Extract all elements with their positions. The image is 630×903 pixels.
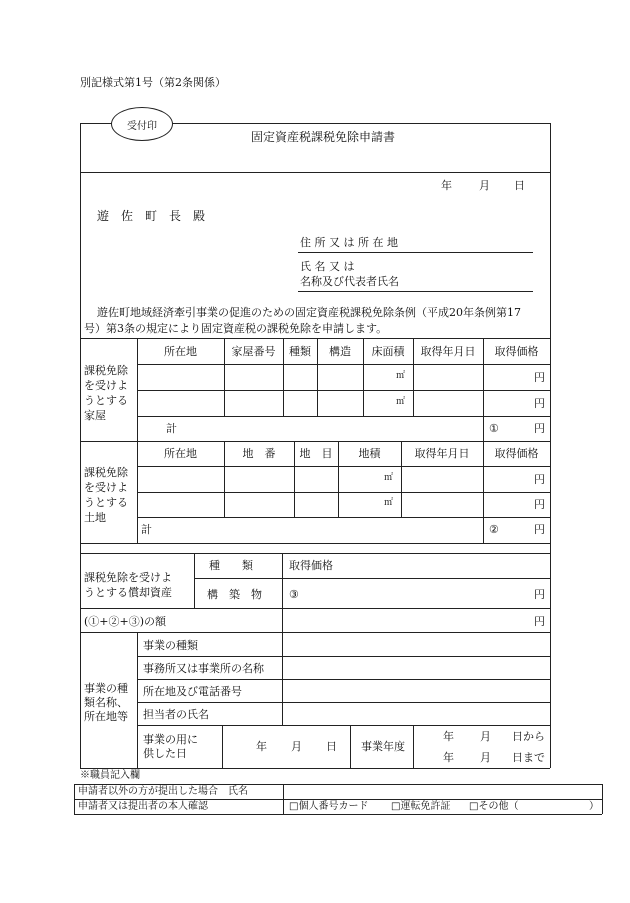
house-header-price: 取得価格 <box>494 345 539 358</box>
id-option-mynumber[interactable]: □個人番号カード <box>289 801 369 812</box>
business-date-label: 事業の用に 供した日 <box>143 733 198 760</box>
date-day: 日 <box>514 179 525 192</box>
staff-heading: ※職員記入欄 <box>80 770 140 781</box>
id-option-license[interactable]: □運転免許証 <box>391 801 451 812</box>
depreciable-kind-label: 種 類 <box>209 559 253 572</box>
house-header-structure: 構造 <box>329 345 351 358</box>
depreciable-label: 課税免除を受けよ うとする償却資産 <box>84 571 172 599</box>
business-field-kind: 事業の種類 <box>143 639 198 652</box>
house-header-location: 所在地 <box>164 345 197 358</box>
land-area-unit-2: ㎡ <box>384 498 394 508</box>
land-area-unit-1: ㎡ <box>384 473 394 483</box>
fiscal-from-month: 月 <box>480 730 491 743</box>
land-total-mark: ② <box>489 523 499 536</box>
sum-label: (①+②+③)の額 <box>84 615 167 628</box>
land-yen-2: 円 <box>534 498 545 511</box>
business-date-day: 日 <box>326 740 337 753</box>
address-label: 住 所 又 は 所 在 地 <box>300 236 398 249</box>
house-yen-2: 円 <box>534 397 545 410</box>
business-field-contact: 担当者の氏名 <box>143 708 209 721</box>
date-month: 月 <box>479 179 490 192</box>
body-text-line-2: 号）第3条の規定により固定資産税の課税免除を申請します。 <box>84 322 388 335</box>
fiscal-from-year: 年 <box>443 730 454 743</box>
land-header-area: 地積 <box>358 447 381 460</box>
sum-yen: 円 <box>534 615 545 628</box>
stamp-label: 受付印 <box>127 120 157 132</box>
addressee: 遊 佐 町 長 殿 <box>97 209 206 223</box>
page-title: 固定資産税課税免除申請書 <box>251 130 396 144</box>
house-header-number: 家屋番号 <box>231 345 276 358</box>
name-label-2: 名称及び代表者氏名 <box>300 275 399 288</box>
fiscal-from-suffix: 日から <box>512 730 545 743</box>
name-line[interactable] <box>298 291 533 292</box>
date-year: 年 <box>441 179 452 192</box>
fiscal-year-label: 事業年度 <box>361 740 405 753</box>
address-line[interactable] <box>298 252 533 253</box>
land-header-date: 取得年月日 <box>414 447 470 460</box>
form-number: 別記様式第1号（第2条関係） <box>80 76 226 89</box>
house-area-unit-1: ㎡ <box>396 371 406 381</box>
business-row-label: 事業の種 類名称、 所在地等 <box>84 682 128 723</box>
house-total-label: 計 <box>166 422 177 435</box>
house-total-mark: ① <box>489 422 499 435</box>
fiscal-to-year: 年 <box>443 751 454 764</box>
business-date-month: 月 <box>291 740 302 753</box>
house-header-date: 取得年月日 <box>420 345 476 358</box>
staff-row1-label: 申請者以外の方が提出した場合 氏名 <box>78 786 248 797</box>
depreciable-mark: ③ <box>289 588 299 601</box>
business-date-year: 年 <box>256 740 267 753</box>
house-total-yen: 円 <box>534 422 545 435</box>
name-label-1: 氏 名 又 は <box>300 260 355 273</box>
depreciable-price-label: 取得価格 <box>289 559 333 572</box>
land-header-location: 所在地 <box>164 447 197 460</box>
house-header-floor-area: 床面積 <box>371 345 405 358</box>
land-total-yen: 円 <box>534 523 545 536</box>
house-area-unit-2: ㎡ <box>396 397 406 407</box>
land-header-category: 地 目 <box>299 447 333 460</box>
business-field-office: 事務所又は事業所の名称 <box>143 662 264 675</box>
body-text-line-1: 遊佐町地域経済牽引事業の促進のための固定資産税課税免除条例（平成20年条例第17 <box>97 306 521 319</box>
land-header-lot: 地 番 <box>242 447 276 460</box>
reception-stamp <box>111 107 173 141</box>
id-option-other[interactable]: □その他（ <box>469 801 519 812</box>
house-yen-1: 円 <box>534 371 545 384</box>
fiscal-to-month: 月 <box>480 751 491 764</box>
land-yen-1: 円 <box>534 473 545 486</box>
business-field-address: 所在地及び電話番号 <box>143 685 242 698</box>
fiscal-to-suffix: 日まで <box>512 751 545 764</box>
house-header-kind: 種類 <box>289 345 311 358</box>
land-total-label: 計 <box>141 523 152 536</box>
depreciable-yen: 円 <box>534 588 545 601</box>
house-row-label: 課税免除 を受けよ うとする 家屋 <box>84 364 128 422</box>
land-row-label: 課税免除 を受けよ うとする 土地 <box>84 466 128 524</box>
depreciable-structure-label: 構 築 物 <box>207 588 262 601</box>
staff-row2-label: 申請者又は提出者の本人確認 <box>78 801 208 812</box>
land-header-price: 取得価格 <box>494 447 539 460</box>
id-option-other-close: ） <box>589 801 599 812</box>
